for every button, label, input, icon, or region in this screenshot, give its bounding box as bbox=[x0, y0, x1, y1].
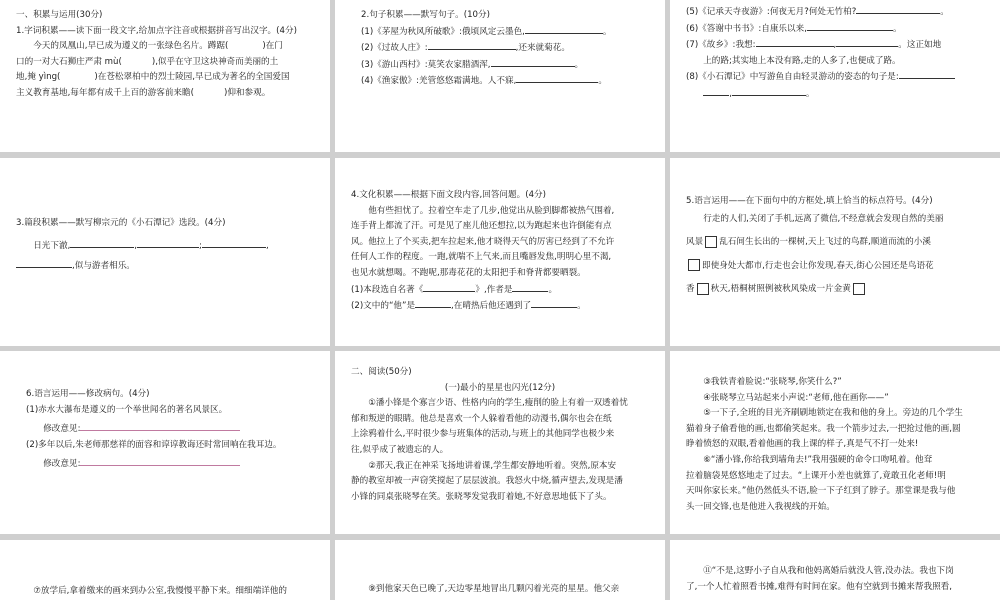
passage-line: ①潘小锋是个寡言少语、性格内向的学生,瘦削的脸上有着一双透着忧 bbox=[368, 398, 628, 409]
passage-line: 猫着身子偷看他的画,也都偷笑起来。我一个箭步过去,一把抢过他的画,圆 bbox=[686, 423, 961, 434]
section-title: 二、阅读(50分) bbox=[351, 367, 412, 377]
answer-blank[interactable] bbox=[899, 69, 955, 79]
panel-reading-1-part-5 bbox=[670, 540, 1000, 600]
passage-line: 静的教室却被一声窃笑搅起了层层波浪。我怒火中烧,循声望去,发现是潘 bbox=[351, 476, 623, 487]
recite-line: (4)《渔家傲》:羌管悠悠霜满地。人不寐, 。 bbox=[361, 73, 649, 90]
passage-line: 行走的人们,关闭了手机,远离了微信,不经意就会发现自然的美丽 bbox=[703, 213, 944, 224]
answer-blank[interactable] bbox=[732, 86, 806, 96]
passage-line: 睁着愤怒的双眼,看着他画的我上课的样子,真是气不打一处来! bbox=[686, 439, 919, 450]
answer-blank[interactable] bbox=[525, 24, 603, 34]
answer-blank[interactable] bbox=[516, 73, 598, 83]
passage-line: 风。他拉上了个买卖,把车拉起来,他才晓得天气的厉害已经到了不允许 bbox=[351, 236, 615, 247]
panel-question-2-continued bbox=[670, 0, 1000, 152]
recite-line: (8)《小石潭记》中写游鱼自由轻灵游动的姿态的句子是: bbox=[686, 69, 984, 86]
passage-line: 今天的凤凰山,早已成为遵义的一张绿色名片。蹲踞( )在门 bbox=[33, 41, 283, 52]
answer-blank[interactable] bbox=[202, 238, 266, 248]
answer-blank[interactable] bbox=[70, 238, 134, 248]
recite-line: ,似与游者相乐。 bbox=[16, 258, 314, 275]
passage-line: ⑦放学后,拿着缴来的画来到办公室,我慢慢平静下来。细细端详他的 bbox=[33, 586, 287, 596]
answer-blank[interactable] bbox=[80, 421, 240, 431]
passage-line: 上涂鸦着什么,平时很少参与班集体的活动,与班上的其他同学也极少来 bbox=[351, 429, 615, 440]
answer-blank[interactable] bbox=[137, 238, 199, 248]
passage-line: 风景 乱石间生长出的一棵树,天上飞过的鸟群,顺道而流的小溪 bbox=[686, 237, 931, 248]
panel-reading-1 bbox=[335, 351, 665, 534]
punctuation-box[interactable] bbox=[853, 283, 865, 295]
panel-question-4 bbox=[335, 158, 665, 346]
answer-blank[interactable] bbox=[756, 37, 834, 47]
panel-question-5 bbox=[670, 158, 1000, 346]
recite-line: (7)《故乡》:我想: , 。这正如地 bbox=[686, 37, 984, 54]
passage-line: 往,似乎成了被遗忘的人。 bbox=[351, 444, 449, 455]
panel-question-2 bbox=[335, 0, 665, 152]
passage-line: ⑥“潘小锋,你给我到墙角去!”我用强硬的命令口吻吼着。他耷 bbox=[703, 454, 933, 465]
recite-line: 上的路;其实地上本没有路,走的人多了,也便成了路。 bbox=[703, 55, 901, 66]
passage-line: 小锋的同桌张晓琴在笑。张晓琴发觉我盯着她,不好意思地低下了头。 bbox=[351, 491, 612, 502]
panel-question-1 bbox=[0, 0, 330, 152]
passage-line: 拉着脑袋晃悠悠地走了过去。“上课开小差也就算了,竟敢丑化老师!明 bbox=[686, 470, 946, 481]
answer-blank[interactable] bbox=[423, 282, 475, 292]
answer-blank[interactable] bbox=[80, 456, 240, 466]
question-prompt: 2.句子积累——默写句子。(10分) bbox=[361, 10, 490, 20]
panel-reading-1-continued bbox=[670, 351, 1000, 534]
passage-line: 香 秋天,梧桐树照例被秋风染成一片金黄 bbox=[686, 282, 984, 298]
answer-blank[interactable] bbox=[428, 40, 516, 50]
passage-line: ⑤一下子,全班的目光齐刷刷地锁定在我和他的身上。旁边的几个学生 bbox=[703, 408, 963, 419]
punctuation-box[interactable] bbox=[697, 283, 709, 295]
passage-line: ⑨到他家天色已晚了,天边零星地冒出几颗闪着光亮的星星。他父亲 bbox=[368, 584, 620, 594]
revision-line: 修改意见: bbox=[26, 456, 314, 473]
passage-line: 也见水就想喝。不跑呢,那毒花花的太阳把手和脊背都要晒裂。 bbox=[351, 267, 586, 278]
passage-line: 郁和叛逆的眼睛。他总是喜欢一个人躲着看他的动漫书,偶尔也会在纸 bbox=[351, 413, 612, 424]
answer-blank[interactable] bbox=[512, 282, 548, 292]
answer-blank[interactable] bbox=[856, 4, 940, 14]
question-prompt: 5.语言运用——在下面句中的方框处,填上恰当的标点符号。(4分) bbox=[686, 196, 933, 206]
passage-line: 主义教育基地,每年都有成千上百的游客前来瞻( )仰和参观。 bbox=[16, 87, 271, 98]
answer-blank[interactable] bbox=[836, 37, 898, 47]
recite-line: (1)《茅屋为秋风所破歌》:俄顷风定云墨色, 。 bbox=[361, 24, 649, 41]
passage-line: ③我铁青着脸说:“张晓琴,你笑什么?” bbox=[703, 377, 842, 387]
question-prompt: 3.篇段积累——默写柳宗元的《小石潭记》选段。(4分) bbox=[16, 218, 226, 228]
sentence: (2)多年以后,朱老师那慈祥的面容和谆谆教诲还时常回响在我耳边。 bbox=[26, 439, 282, 450]
answer-blank[interactable] bbox=[415, 298, 451, 308]
passage-line: 口的一对大石狮庄严肃 mù( ),似乎在守卫这块神奇而美丽的土 bbox=[16, 56, 279, 67]
passage-line: 任何人工作的程度。一跑,就喘不上气来,而且嘴唇发焦,明明心里不渴, bbox=[351, 252, 612, 263]
passage-line: ④张晓琴立马站起来小声说:“老师,他在画你——” bbox=[703, 392, 889, 403]
question-prompt: 6.语言运用——修改病句。(4分) bbox=[26, 389, 150, 399]
recite-line: , 。 bbox=[686, 86, 984, 103]
answer-blank[interactable] bbox=[16, 258, 72, 268]
recite-line: (5)《记承天寺夜游》:何夜无月?何处无竹柏? 。 bbox=[686, 4, 984, 21]
recite-line: (6)《答谢中书书》:自康乐以来, 。 bbox=[686, 21, 984, 38]
passage-line: 即使身处大都市,行走也会让你发现,春天,街心公园还是鸟语花 bbox=[686, 259, 984, 275]
recite-line: (3)《游山西村》:莫笑农家腊酒浑, 。 bbox=[361, 57, 649, 74]
panel-question-6 bbox=[0, 351, 330, 534]
passage-line: 天叫你家长来。”他仍然低头不语,脸一下子红到了脖子。那堂课是我与他 bbox=[686, 486, 956, 497]
passage-line: 头一回交锋,也是他进入我视线的开始。 bbox=[686, 501, 835, 512]
passage-line: 了,一个人忙着照看书摊,难得有时间在家。他有空就到书摊来帮我照看, bbox=[686, 581, 953, 592]
answer-blank[interactable] bbox=[491, 57, 575, 67]
passage-title: (一)最小的星星也闪光(12分) bbox=[444, 382, 556, 393]
punctuation-box[interactable] bbox=[705, 236, 717, 248]
answer-blank[interactable] bbox=[703, 86, 729, 96]
passage-line: 地,掩 yìng( )在苍松翠柏中的烈士陵园,早已成为著名的全国爱国 bbox=[16, 72, 290, 83]
sentence: (1)赤水大瀑布是遵义的一个举世闻名的著名风景区。 bbox=[26, 404, 228, 415]
recite-line: 日光下澈, , ; , bbox=[16, 238, 314, 255]
question-prompt: 1.字词积累——读下面一段文字,给加点字注音或根据拼音写出汉字。(4分) bbox=[16, 25, 297, 36]
answer-blank[interactable] bbox=[807, 21, 893, 31]
revision-line: 修改意见: bbox=[26, 421, 314, 438]
section-title: 一、积累与运用(30分) bbox=[16, 10, 103, 20]
punctuation-box[interactable] bbox=[688, 259, 700, 271]
panel-reading-1-part-4 bbox=[335, 540, 665, 600]
answer-line: (1)本段选自名著《 》,作者是 。 bbox=[351, 282, 649, 299]
panel-reading-1-part-3 bbox=[0, 540, 330, 600]
recite-line: (2)《过故人庄》: ,还来就菊花。 bbox=[361, 40, 649, 57]
panel-question-3 bbox=[0, 158, 330, 346]
passage-line: 连手背上都流了汗。可是见了座儿他还想拉,以为跑起来也许倒能有点 bbox=[351, 221, 612, 232]
passage-line: 他有些担忧了。拉着空车走了几步,他觉出从脸到脚都被热气围着, bbox=[368, 205, 615, 216]
passage-line: ②那天,我正在神采飞扬地讲着课,学生都安静地听着。突然,原本安 bbox=[368, 460, 617, 471]
answer-blank[interactable] bbox=[531, 298, 577, 308]
answer-line: (2)文中的“他”是 ,在晴热后他还遇到了 。 bbox=[351, 298, 649, 315]
passage-line: ⑪“不是,这野小子自从我和他妈离婚后就没人管,没办法。我也下岗 bbox=[703, 566, 954, 576]
question-prompt: 4.文化积累——根据下面文段内容,回答问题。(4分) bbox=[351, 190, 546, 200]
